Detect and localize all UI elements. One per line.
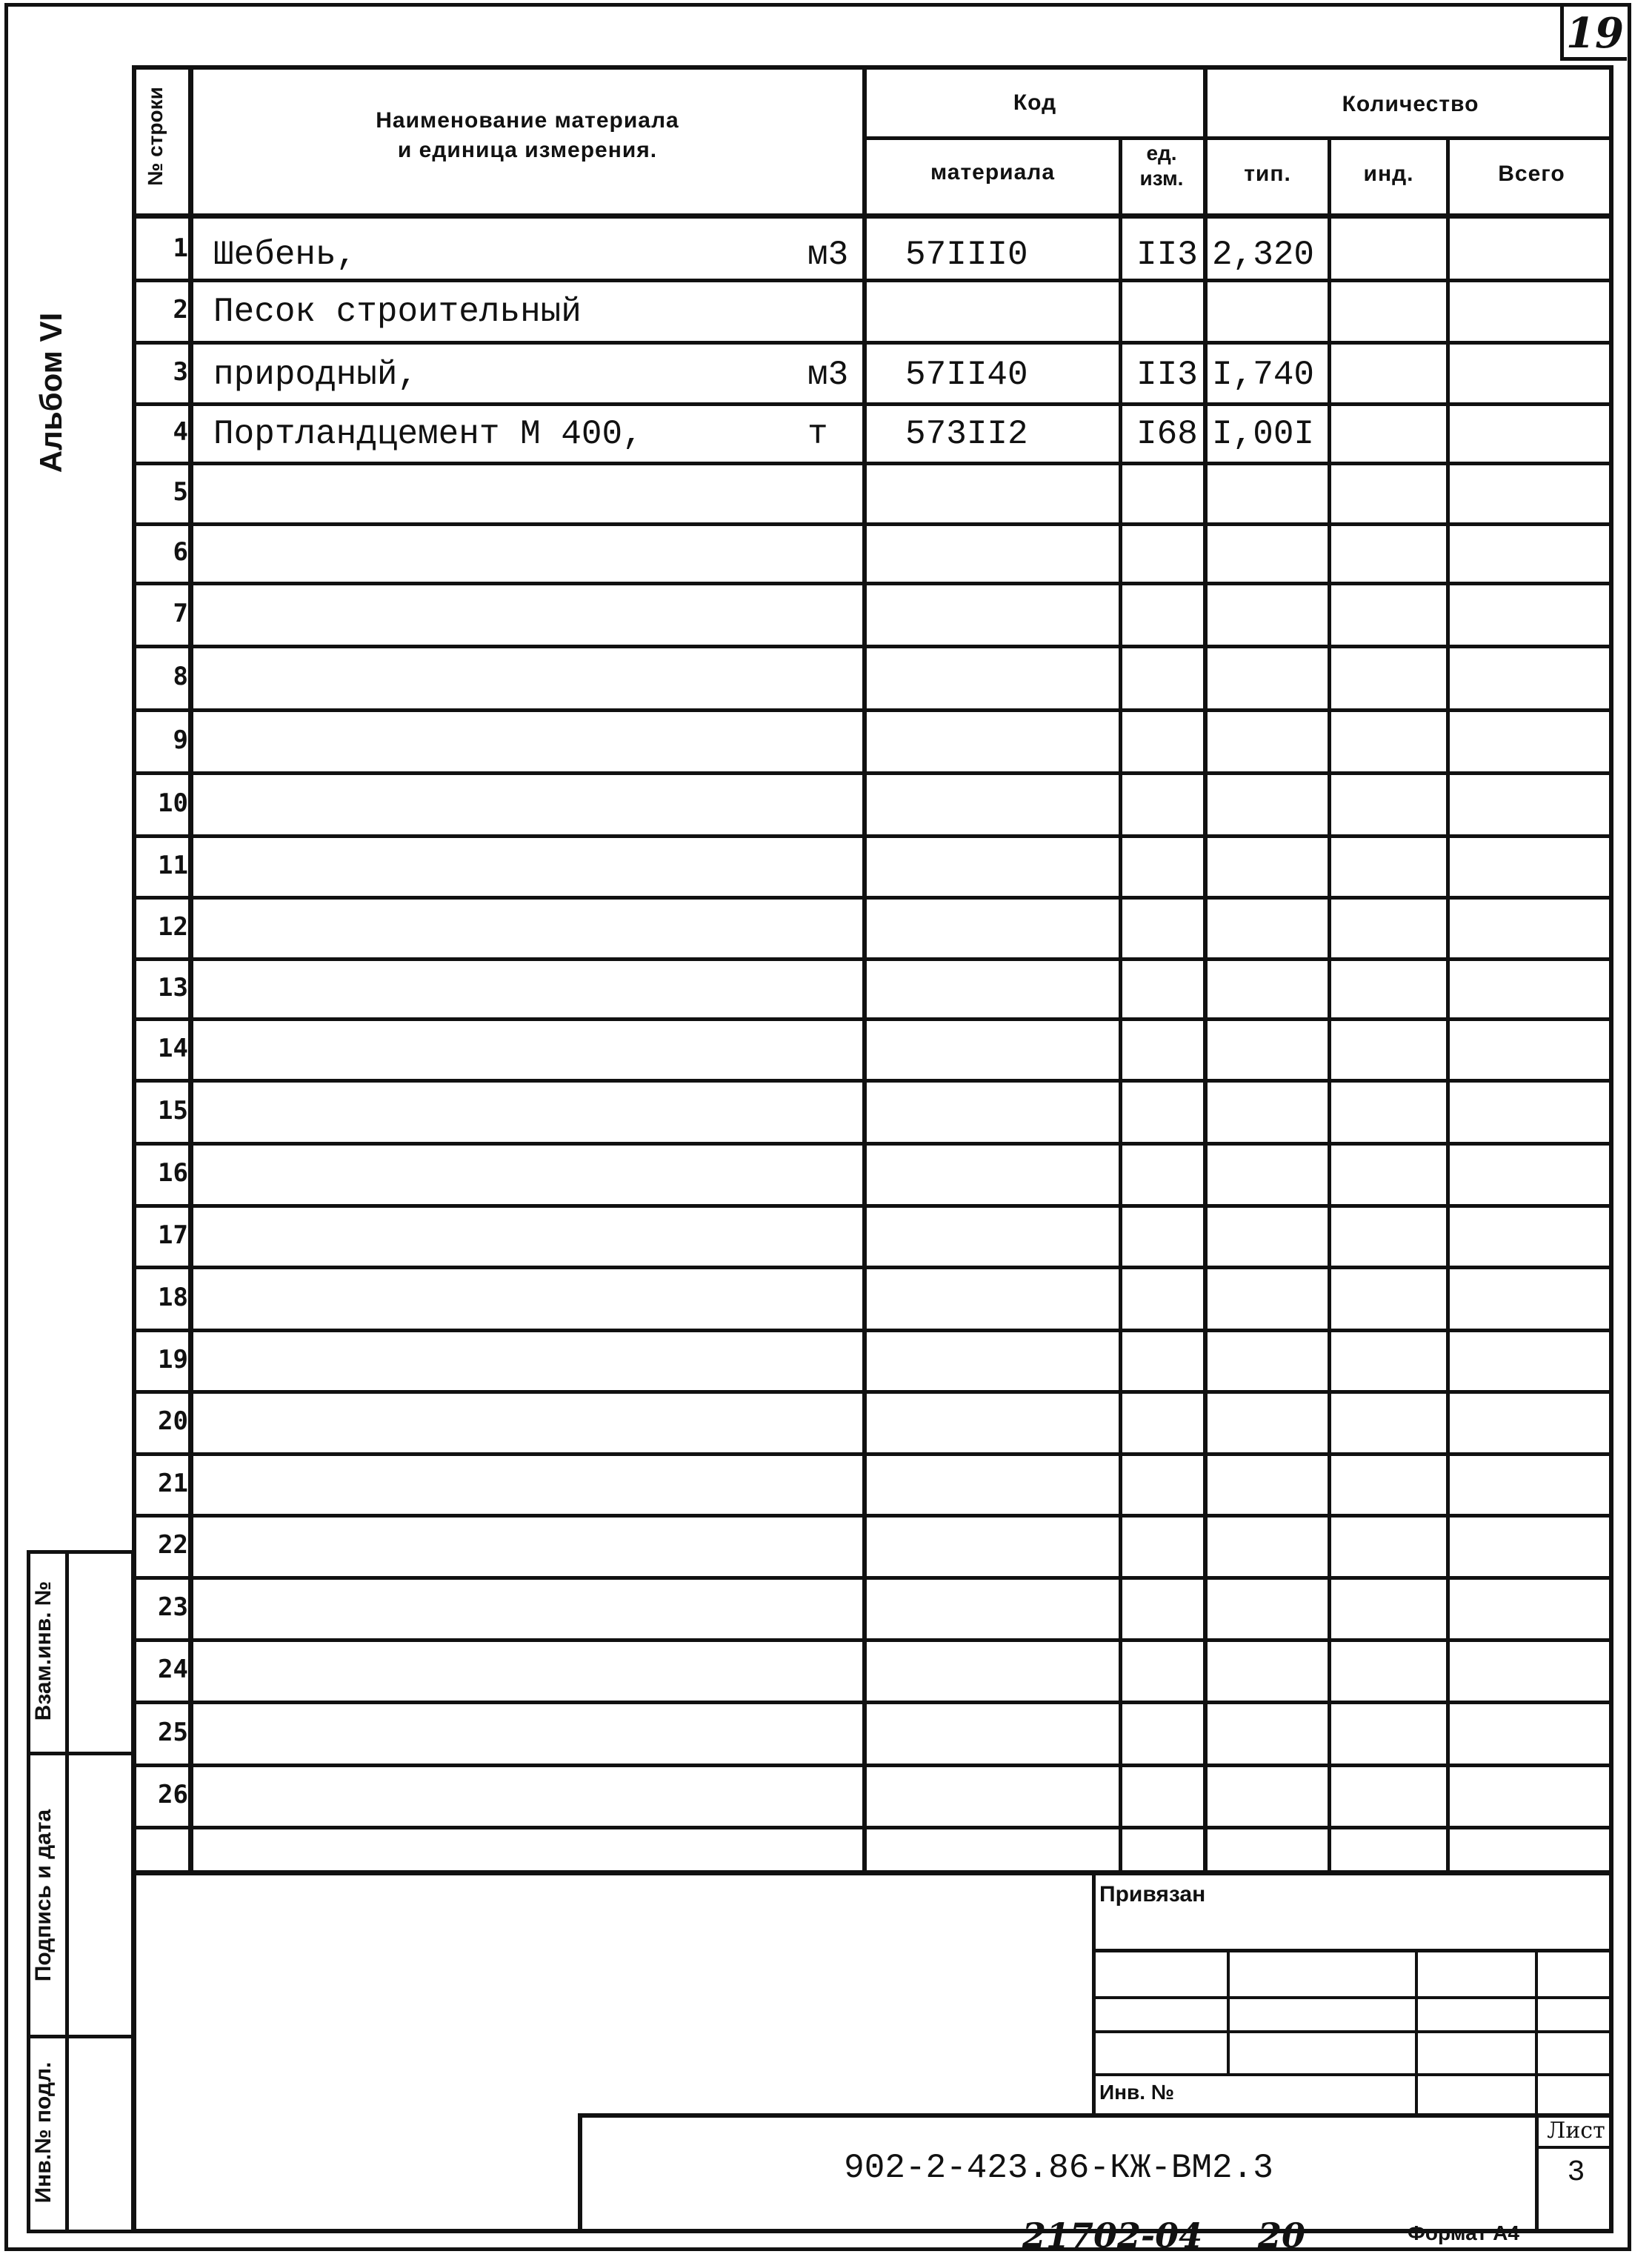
row-separator <box>132 771 1613 775</box>
row-separator <box>132 1329 1613 1332</box>
row-separator <box>132 279 1613 282</box>
row-separator <box>132 1576 1613 1580</box>
row-2-name: Песок строительный <box>213 293 582 331</box>
side-label-replaced-inv: Взам.инв. № <box>31 1580 56 1721</box>
row-1-name: Шебень, <box>213 236 357 274</box>
album-label: Альбом VI <box>33 312 68 473</box>
row-4-unit-code: I68 <box>1136 415 1198 453</box>
row-separator <box>132 645 1613 648</box>
row-number: 9 <box>173 725 188 755</box>
row-separator <box>132 1266 1613 1269</box>
row-number: 1 <box>173 233 188 263</box>
page-number: 19 <box>1566 9 1624 58</box>
footer-page: 20 <box>1258 2216 1306 2256</box>
row-1-unit: м3 <box>807 236 849 274</box>
row-3-typ: I,740 <box>1212 356 1315 394</box>
row-4-material-code: 573II2 <box>905 415 1028 453</box>
header-qty-ind: инд. <box>1363 162 1414 186</box>
row-separator <box>132 1079 1613 1083</box>
header-row-no: № строки <box>144 87 167 186</box>
header-qty-total: Всего <box>1498 162 1565 186</box>
stamp-linked: Привязан <box>1099 1882 1206 1907</box>
row-separator <box>132 896 1613 900</box>
row-separator <box>132 582 1613 585</box>
row-number: 19 <box>158 1344 188 1375</box>
row-separator <box>132 1142 1613 1146</box>
row-separator <box>132 1826 1613 1829</box>
document-code: 902-2-423.86-КЖ-ВМ2.3 <box>844 2149 1273 2187</box>
row-separator <box>132 957 1613 961</box>
row-number: 5 <box>173 477 188 507</box>
row-number: 20 <box>158 1406 188 1436</box>
row-number: 22 <box>158 1530 188 1560</box>
row-separator <box>132 1701 1613 1704</box>
row-number: 24 <box>158 1655 188 1684</box>
sheet-label: Лист <box>1547 2118 1605 2144</box>
row-3-name: природный, <box>213 356 419 394</box>
sheet-number: 3 <box>1567 2156 1585 2190</box>
header-quantity: Количество <box>1342 92 1479 116</box>
row-separator <box>132 1204 1613 1208</box>
side-label-inv-orig: Инв.№ подл. <box>31 2061 56 2204</box>
row-separator <box>132 341 1613 345</box>
row-separator <box>132 1390 1613 1394</box>
row-separator <box>132 1452 1613 1456</box>
row-number: 8 <box>173 662 188 691</box>
row-number: 12 <box>158 911 188 942</box>
row-number: 11 <box>158 850 188 880</box>
row-separator <box>132 1514 1613 1518</box>
row-separator <box>132 1638 1613 1642</box>
archive-number: 21702-04 <box>1022 2216 1203 2256</box>
header-code: Код <box>1013 90 1057 115</box>
row-number: 13 <box>158 972 188 1003</box>
row-separator <box>132 462 1613 465</box>
row-number: 14 <box>158 1033 188 1063</box>
row-number: 26 <box>158 1780 188 1809</box>
row-number: 10 <box>158 788 188 818</box>
row-3-material-code: 57II40 <box>905 356 1028 394</box>
row-1-typ: 2,320 <box>1212 236 1315 274</box>
header-qty-typ: тип. <box>1244 162 1291 186</box>
row-separator <box>132 402 1613 406</box>
row-3-unit: м3 <box>807 356 849 394</box>
row-separator <box>132 1017 1613 1021</box>
row-number: 15 <box>158 1095 188 1126</box>
row-number: 21 <box>158 1468 188 1498</box>
row-number: 4 <box>173 417 188 447</box>
row-number: 6 <box>173 537 188 567</box>
row-separator <box>132 708 1613 712</box>
format-label: Формат А4 <box>1408 2221 1519 2244</box>
row-number: 16 <box>158 1158 188 1188</box>
header-code-unit: ед. изм. <box>1139 142 1184 190</box>
row-separator <box>132 834 1613 838</box>
row-number: 2 <box>173 295 188 325</box>
header-name-line2: и единица измерения. <box>397 138 658 162</box>
side-label-signature-date: Подпись и дата <box>31 1809 56 1982</box>
row-3-unit-code: II3 <box>1136 356 1198 394</box>
row-4-name: Портландцемент М 400, <box>213 415 643 453</box>
row-number: 7 <box>173 598 188 628</box>
header-name-line1: Наименование материала <box>376 108 679 133</box>
header-code-material: материала <box>930 160 1056 185</box>
row-number: 25 <box>158 1717 188 1747</box>
stamp-inv-no: Инв. № <box>1099 2081 1175 2104</box>
row-4-unit: т <box>807 415 828 453</box>
row-number: 18 <box>158 1282 188 1312</box>
row-separator <box>132 1764 1613 1767</box>
row-number: 3 <box>173 356 188 387</box>
row-separator <box>132 522 1613 526</box>
row-1-unit-code: II3 <box>1136 236 1198 274</box>
row-number: 23 <box>158 1592 188 1622</box>
row-1-material-code: 57III0 <box>905 236 1028 274</box>
row-4-typ: I,00I <box>1212 415 1315 453</box>
row-number: 17 <box>158 1220 188 1250</box>
